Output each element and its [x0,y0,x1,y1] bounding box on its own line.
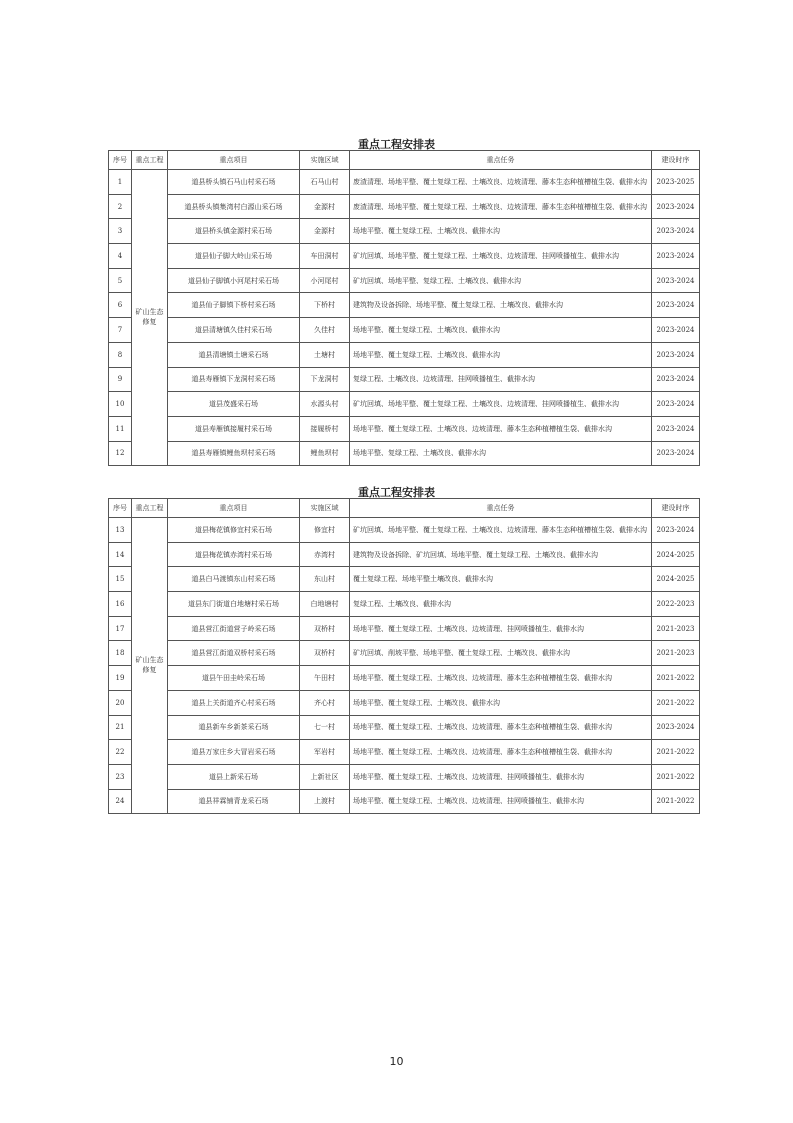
header-task: 重点任务 [350,499,652,518]
table-row [109,616,700,641]
project-name: 道县新车乡新茶采石场 [168,715,300,740]
implementation-area: 鲤鱼坝村 [300,441,350,466]
table-row [109,542,700,567]
project-name: 道县东门街道白地塘村采石场 [168,592,300,617]
project-name: 道县清塘镇土塘采石场 [168,342,300,367]
key-task: 覆土复绿工程、场地平整土壤改良、截排水沟 [350,567,652,592]
project-name: 道县白马渡镇东山村采石场 [168,567,300,592]
header-key-project: 重点项目 [168,151,300,170]
key-task: 矿坑回填、场地平整、复绿工程、土壤改良、截排水沟 [350,268,652,293]
construction-period: 2023-2024 [652,416,700,441]
implementation-area: 白地塘村 [300,592,350,617]
row-number: 21 [109,715,132,740]
implementation-area: 齐心村 [300,690,350,715]
implementation-area: 上新社区 [300,764,350,789]
construction-period: 2021-2023 [652,616,700,641]
project-name: 道县桥头镇石马山村采石场 [168,170,300,195]
key-task: 矿坑回填、场地平整、覆土复绿工程、土壤改良、边坡清理、藤本生态种植槽植生袋、截排水沟 [350,518,652,543]
construction-period: 2021-2022 [652,764,700,789]
table-row [109,293,700,318]
row-number: 7 [109,318,132,343]
implementation-area: 七一村 [300,715,350,740]
implementation-area: 小河尾村 [300,268,350,293]
construction-period: 2023-2024 [652,441,700,466]
construction-period: 2023-2025 [652,170,700,195]
implementation-area: 赤湾村 [300,542,350,567]
row-number: 3 [109,219,132,244]
implementation-area: 车田洞村 [300,244,350,269]
construction-period: 2021-2022 [652,690,700,715]
implementation-area: 午田村 [300,666,350,691]
table-row [109,268,700,293]
construction-period: 2023-2024 [652,342,700,367]
header-no: 序号 [109,499,132,518]
table-row [109,764,700,789]
key-task: 复绿工程、土壤改良、截排水沟 [350,592,652,617]
table-row [109,194,700,219]
construction-period: 2021-2023 [652,641,700,666]
construction-period: 2024-2025 [652,567,700,592]
row-number: 5 [109,268,132,293]
implementation-area: 东山村 [300,567,350,592]
header-period: 建设时序 [652,499,700,518]
table-row [109,641,700,666]
row-number: 24 [109,789,132,814]
project-name: 道县上新采石场 [168,764,300,789]
row-number: 20 [109,690,132,715]
category-cell: 矿山生态修复 [132,170,168,466]
project-name: 道县寿雁镇下龙洞村采石场 [168,367,300,392]
row-number: 16 [109,592,132,617]
header-no: 序号 [109,151,132,170]
implementation-area: 水源头村 [300,392,350,417]
key-task: 场地平整、覆土复绿工程、土壤改良、边坡清理、藤本生态种植槽植生袋、截排水沟 [350,666,652,691]
project-name: 道县仙子脚镇小河尾村采石场 [168,268,300,293]
key-task: 复绿工程、土壤改良、边坡清理、挂网喷播植生、截排水沟 [350,367,652,392]
row-number: 15 [109,567,132,592]
table-header-row [109,499,700,518]
implementation-area: 上渡村 [300,789,350,814]
header-area: 实施区域 [300,499,350,518]
table-row [109,666,700,691]
implementation-area: 土塘村 [300,342,350,367]
header-period: 建设时序 [652,151,700,170]
table-row [109,318,700,343]
category-cell: 矿山生态修复 [132,518,168,814]
table-row [109,244,700,269]
project-name: 道县桥头镇集湾村白源山采石场 [168,194,300,219]
implementation-area: 修宜村 [300,518,350,543]
header-task: 重点任务 [350,151,652,170]
row-number: 19 [109,666,132,691]
construction-period: 2023-2024 [652,318,700,343]
project-name: 道县仙子脚大岭山采石场 [168,244,300,269]
key-task: 场地平整、覆土复绿工程、土壤改良、边坡清理、挂网喷播植生、截排水沟 [350,616,652,641]
table-row [109,740,700,765]
implementation-area: 接履桥村 [300,416,350,441]
construction-period: 2021-2022 [652,740,700,765]
table-row [109,416,700,441]
header-area: 实施区域 [300,151,350,170]
row-number: 2 [109,194,132,219]
construction-period: 2023-2024 [652,293,700,318]
project-name: 道县茂盛采石场 [168,392,300,417]
implementation-area: 石马山村 [300,170,350,195]
key-task: 场地平整、覆土复绿工程、土壤改良、边坡清理、挂网喷播植生、截排水沟 [350,789,652,814]
key-task: 场地平整、覆土复绿工程、土壤改良、截排水沟 [350,318,652,343]
project-name: 道县营江街道双桥村采石场 [168,641,300,666]
page-number: 10 [389,1055,404,1068]
construction-period: 2022-2023 [652,592,700,617]
key-task: 场地平整、复绿工程、土壤改良、截排水沟 [350,441,652,466]
project-name: 道县寿雁镇接履村采石场 [168,416,300,441]
table-title: 重点工程安排表 [358,486,435,499]
key-task: 场地平整、覆土复绿工程、土壤改良、截排水沟 [350,690,652,715]
table-row [109,170,700,195]
implementation-area: 军岩村 [300,740,350,765]
project-name: 道县桥头镇金源村采石场 [168,219,300,244]
implementation-area: 双桥村 [300,641,350,666]
header-key-engineering: 重点工程 [132,499,168,518]
key-task: 矿坑回填、场地平整、覆土复绿工程、土壤改良、边坡清理、挂网喷播植生、截排水沟 [350,392,652,417]
construction-period: 2023-2024 [652,194,700,219]
key-task: 矿坑回填、削坡平整、场地平整、覆土复绿工程、土壤改良、截排水沟 [350,641,652,666]
table-row [109,592,700,617]
table-row [109,392,700,417]
construction-period: 2023-2024 [652,518,700,543]
table-row [109,518,700,543]
row-number: 23 [109,764,132,789]
table-header-row [109,151,700,170]
key-task: 场地平整、覆土复绿工程、土壤改良、边坡清理、挂网喷播植生、截排水沟 [350,764,652,789]
row-number: 11 [109,416,132,441]
row-number: 17 [109,616,132,641]
project-name: 道县仙子脚镇下桥村采石场 [168,293,300,318]
table-row [109,219,700,244]
key-task: 场地平整、覆土复绿工程、土壤改良、截排水沟 [350,342,652,367]
project-name: 道县万家庄乡大冒岩采石场 [168,740,300,765]
construction-period: 2023-2024 [652,715,700,740]
construction-period: 2023-2024 [652,268,700,293]
key-task: 场地平整、覆土复绿工程、土壤改良、边坡清理、藤本生态种植槽植生袋、截排水沟 [350,715,652,740]
row-number: 8 [109,342,132,367]
project-name: 道县梅花镇赤湾村采石场 [168,542,300,567]
project-name: 道县午田圭岭采石场 [168,666,300,691]
row-number: 18 [109,641,132,666]
project-name: 道县梅花镇修宜村采石场 [168,518,300,543]
implementation-area: 下桥村 [300,293,350,318]
header-key-engineering: 重点工程 [132,151,168,170]
row-number: 6 [109,293,132,318]
row-number: 13 [109,518,132,543]
table-row [109,567,700,592]
key-task: 矿坑回填、场地平整、覆土复绿工程、土壤改良、边坡清理、挂网喷播植生、截排水沟 [350,244,652,269]
row-number: 9 [109,367,132,392]
implementation-area: 金源村 [300,219,350,244]
implementation-area: 久佳村 [300,318,350,343]
project-name: 道县寿雁镇鲤鱼坝村采石场 [168,441,300,466]
construction-period: 2023-2024 [652,244,700,269]
table-row [109,789,700,814]
implementation-area: 双桥村 [300,616,350,641]
construction-period: 2023-2024 [652,392,700,417]
project-name: 道县营江街道营子岭采石场 [168,616,300,641]
row-number: 22 [109,740,132,765]
implementation-area: 下龙洞村 [300,367,350,392]
implementation-area: 金源村 [300,194,350,219]
project-name: 道县祥霖铺青龙采石场 [168,789,300,814]
table-row [109,342,700,367]
table-body [109,170,700,466]
key-task: 场地平整、覆土复绿工程、土壤改良、边坡清理、藤本生态种植槽植生袋、截排水沟 [350,740,652,765]
table-row [109,715,700,740]
project-name: 道县清塘镇久佳村采石场 [168,318,300,343]
key-task: 场地平整、覆土复绿工程、土壤改良、边坡清理、藤本生态种植槽植生袋、截排水沟 [350,416,652,441]
row-number: 1 [109,170,132,195]
construction-period: 2021-2022 [652,789,700,814]
table-row [109,367,700,392]
key-task: 场地平整、覆土复绿工程、土壤改良、截排水沟 [350,219,652,244]
key-projects-table-2 [108,498,700,814]
key-task: 废渣清理、场地平整、覆土复绿工程、土壤改良、边坡清理、藤本生态种植槽植生袋、截排水沟 [350,194,652,219]
table-title: 重点工程安排表 [358,138,435,151]
key-task: 建筑物及设备拆除、矿坑回填、场地平整、覆土复绿工程、土壤改良、截排水沟 [350,542,652,567]
construction-period: 2024-2025 [652,542,700,567]
row-number: 4 [109,244,132,269]
key-task: 废渣清理、场地平整、覆土复绿工程、土壤改良、边坡清理、藤本生态种植槽植生袋、截排水沟 [350,170,652,195]
row-number: 14 [109,542,132,567]
table-row [109,690,700,715]
construction-period: 2023-2024 [652,367,700,392]
table-row [109,441,700,466]
table-body [109,518,700,814]
construction-period: 2021-2022 [652,666,700,691]
row-number: 12 [109,441,132,466]
project-name: 道县上关街道齐心村采石场 [168,690,300,715]
row-number: 10 [109,392,132,417]
key-projects-table-1 [108,150,700,466]
header-key-project: 重点项目 [168,499,300,518]
construction-period: 2023-2024 [652,219,700,244]
key-task: 建筑物及设备拆除、场地平整、覆土复绿工程、土壤改良、截排水沟 [350,293,652,318]
